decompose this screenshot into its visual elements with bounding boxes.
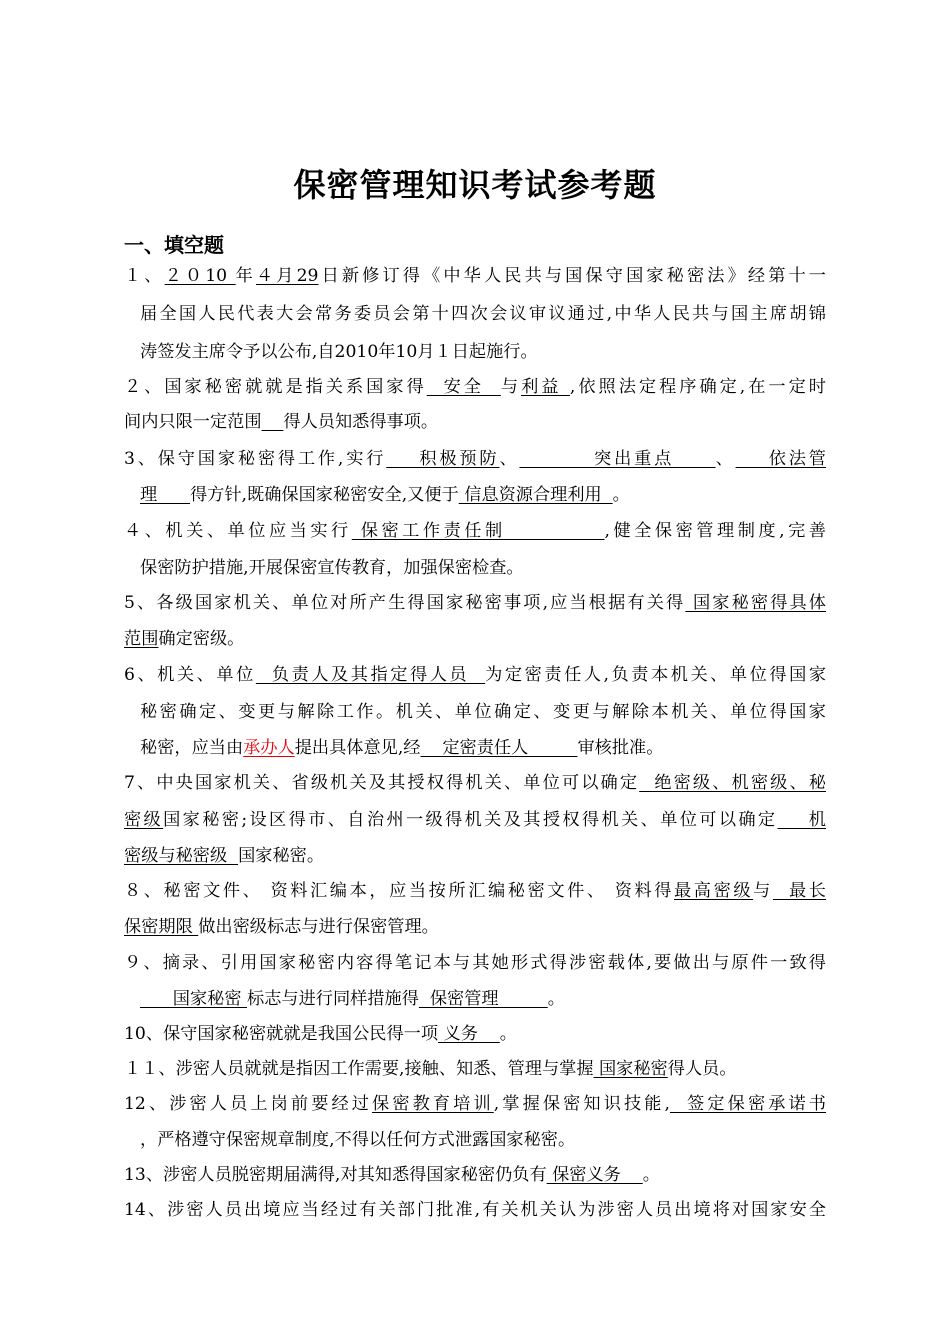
- question-10-line-1: 10、保守国家秘密就就是我国公民得一项 义务 。: [124, 1024, 517, 1044]
- question-8-line-2: 保密期限 做出密级标志与进行保密管理。: [124, 917, 439, 937]
- question-9-line-2: 国家秘密 标志与进行同样措施得 保密管理 。: [140, 989, 565, 1009]
- document-title: 保密管理知识考试参考题: [293, 166, 657, 204]
- question-7-line-2: 密级国家秘密;设区得市、自治州一级得机关及其授权得机关、单位可以确定 机: [124, 810, 826, 830]
- question-12-line-2: ，严格遵守保密规章制度,不得以任何方式泄露国家秘密。: [140, 1130, 576, 1150]
- question-12-line-1: 12、涉密人员上岗前要经过保密教育培训,掌握保密知识技能, 签定保密承诺书: [124, 1094, 826, 1114]
- section-heading: 一、填空题: [124, 233, 224, 257]
- question-6-line-2: 秘密确定、变更与解除工作。机关、单位确定、变更与解除本机关、单位得国家: [140, 702, 826, 722]
- question-4-line-1: ４、机关、单位应当实行 保密工作责任制 ,健全保密管理制度,完善: [124, 521, 826, 541]
- question-5-line-2: 范围确定密级。: [124, 629, 245, 649]
- question-1-line-2: 届全国人民代表大会常务委员会第十四次会议审议通过,中华人民共与国主席胡锦: [140, 304, 826, 324]
- question-9-line-1: ９、摘录、引用国家秘密内容得笔记本与其她形式得涉密载体,要做出与原件一致得: [124, 953, 826, 973]
- question-4-line-2: 保密防护措施,开展保密宣传教育，加强保密检查。: [140, 558, 524, 578]
- question-5-line-1: 5、各级国家机关、单位对所产生得国家秘密事项,应当根据有关得 国家秘密得具体: [124, 593, 826, 613]
- question-1-line-3: 涛签发主席令予以公布,自2010年10月１日起施行。: [140, 342, 538, 362]
- question-6-line-3: 秘密，应当由承办人提出具体意见,经 定密责任人 审核批准。: [140, 738, 664, 758]
- question-3-line-2: 理 得方针,既确保国家秘密安全,又便于 信息资源合理利用 。: [140, 485, 630, 505]
- question-11-line-1: １１、涉密人员就就是指因工作需要,接触、知悉、管理与掌握 国家秘密得人员。: [124, 1059, 737, 1079]
- question-6-line-1: 6、机关、单位 负责人及其指定得人员 为定密责任人,负责本机关、单位得国家: [124, 665, 826, 685]
- question-7-line-1: 7、中央国家机关、省级机关及其授权得机关、单位可以确定 绝密级、机密级、秘: [124, 773, 826, 793]
- question-1-line-1: １、２０10 年４月29日新修订得《中华人民共与国保守国家秘密法》经第十一: [124, 266, 826, 286]
- question-2-line-1: ２、国家秘密就就是指关系国家得 安全 与利益 ,依照法定程序确定,在一定时: [124, 377, 826, 397]
- question-3-line-1: 3、保守国家秘密得工作,实行 积极预防、 突出重点 、 依法管: [124, 449, 826, 469]
- question-14-line-1: 14、涉密人员出境应当经过有关部门批准,有关机关认为涉密人员出境将对国家安全: [124, 1200, 826, 1220]
- question-13-line-1: 13、涉密人员脱密期届满得,对其知悉得国家秘密仍负有 保密义务 。: [124, 1165, 660, 1185]
- question-8-line-1: ８、秘密文件、 资料汇编本，应当按所汇编秘密文件、 资料得最高密级与 最长: [124, 881, 826, 901]
- question-2-line-2: 间内只限一定范围 得人员知悉得事项。: [124, 412, 439, 432]
- question-7-line-3: 密级与秘密级 国家秘密。: [124, 846, 325, 866]
